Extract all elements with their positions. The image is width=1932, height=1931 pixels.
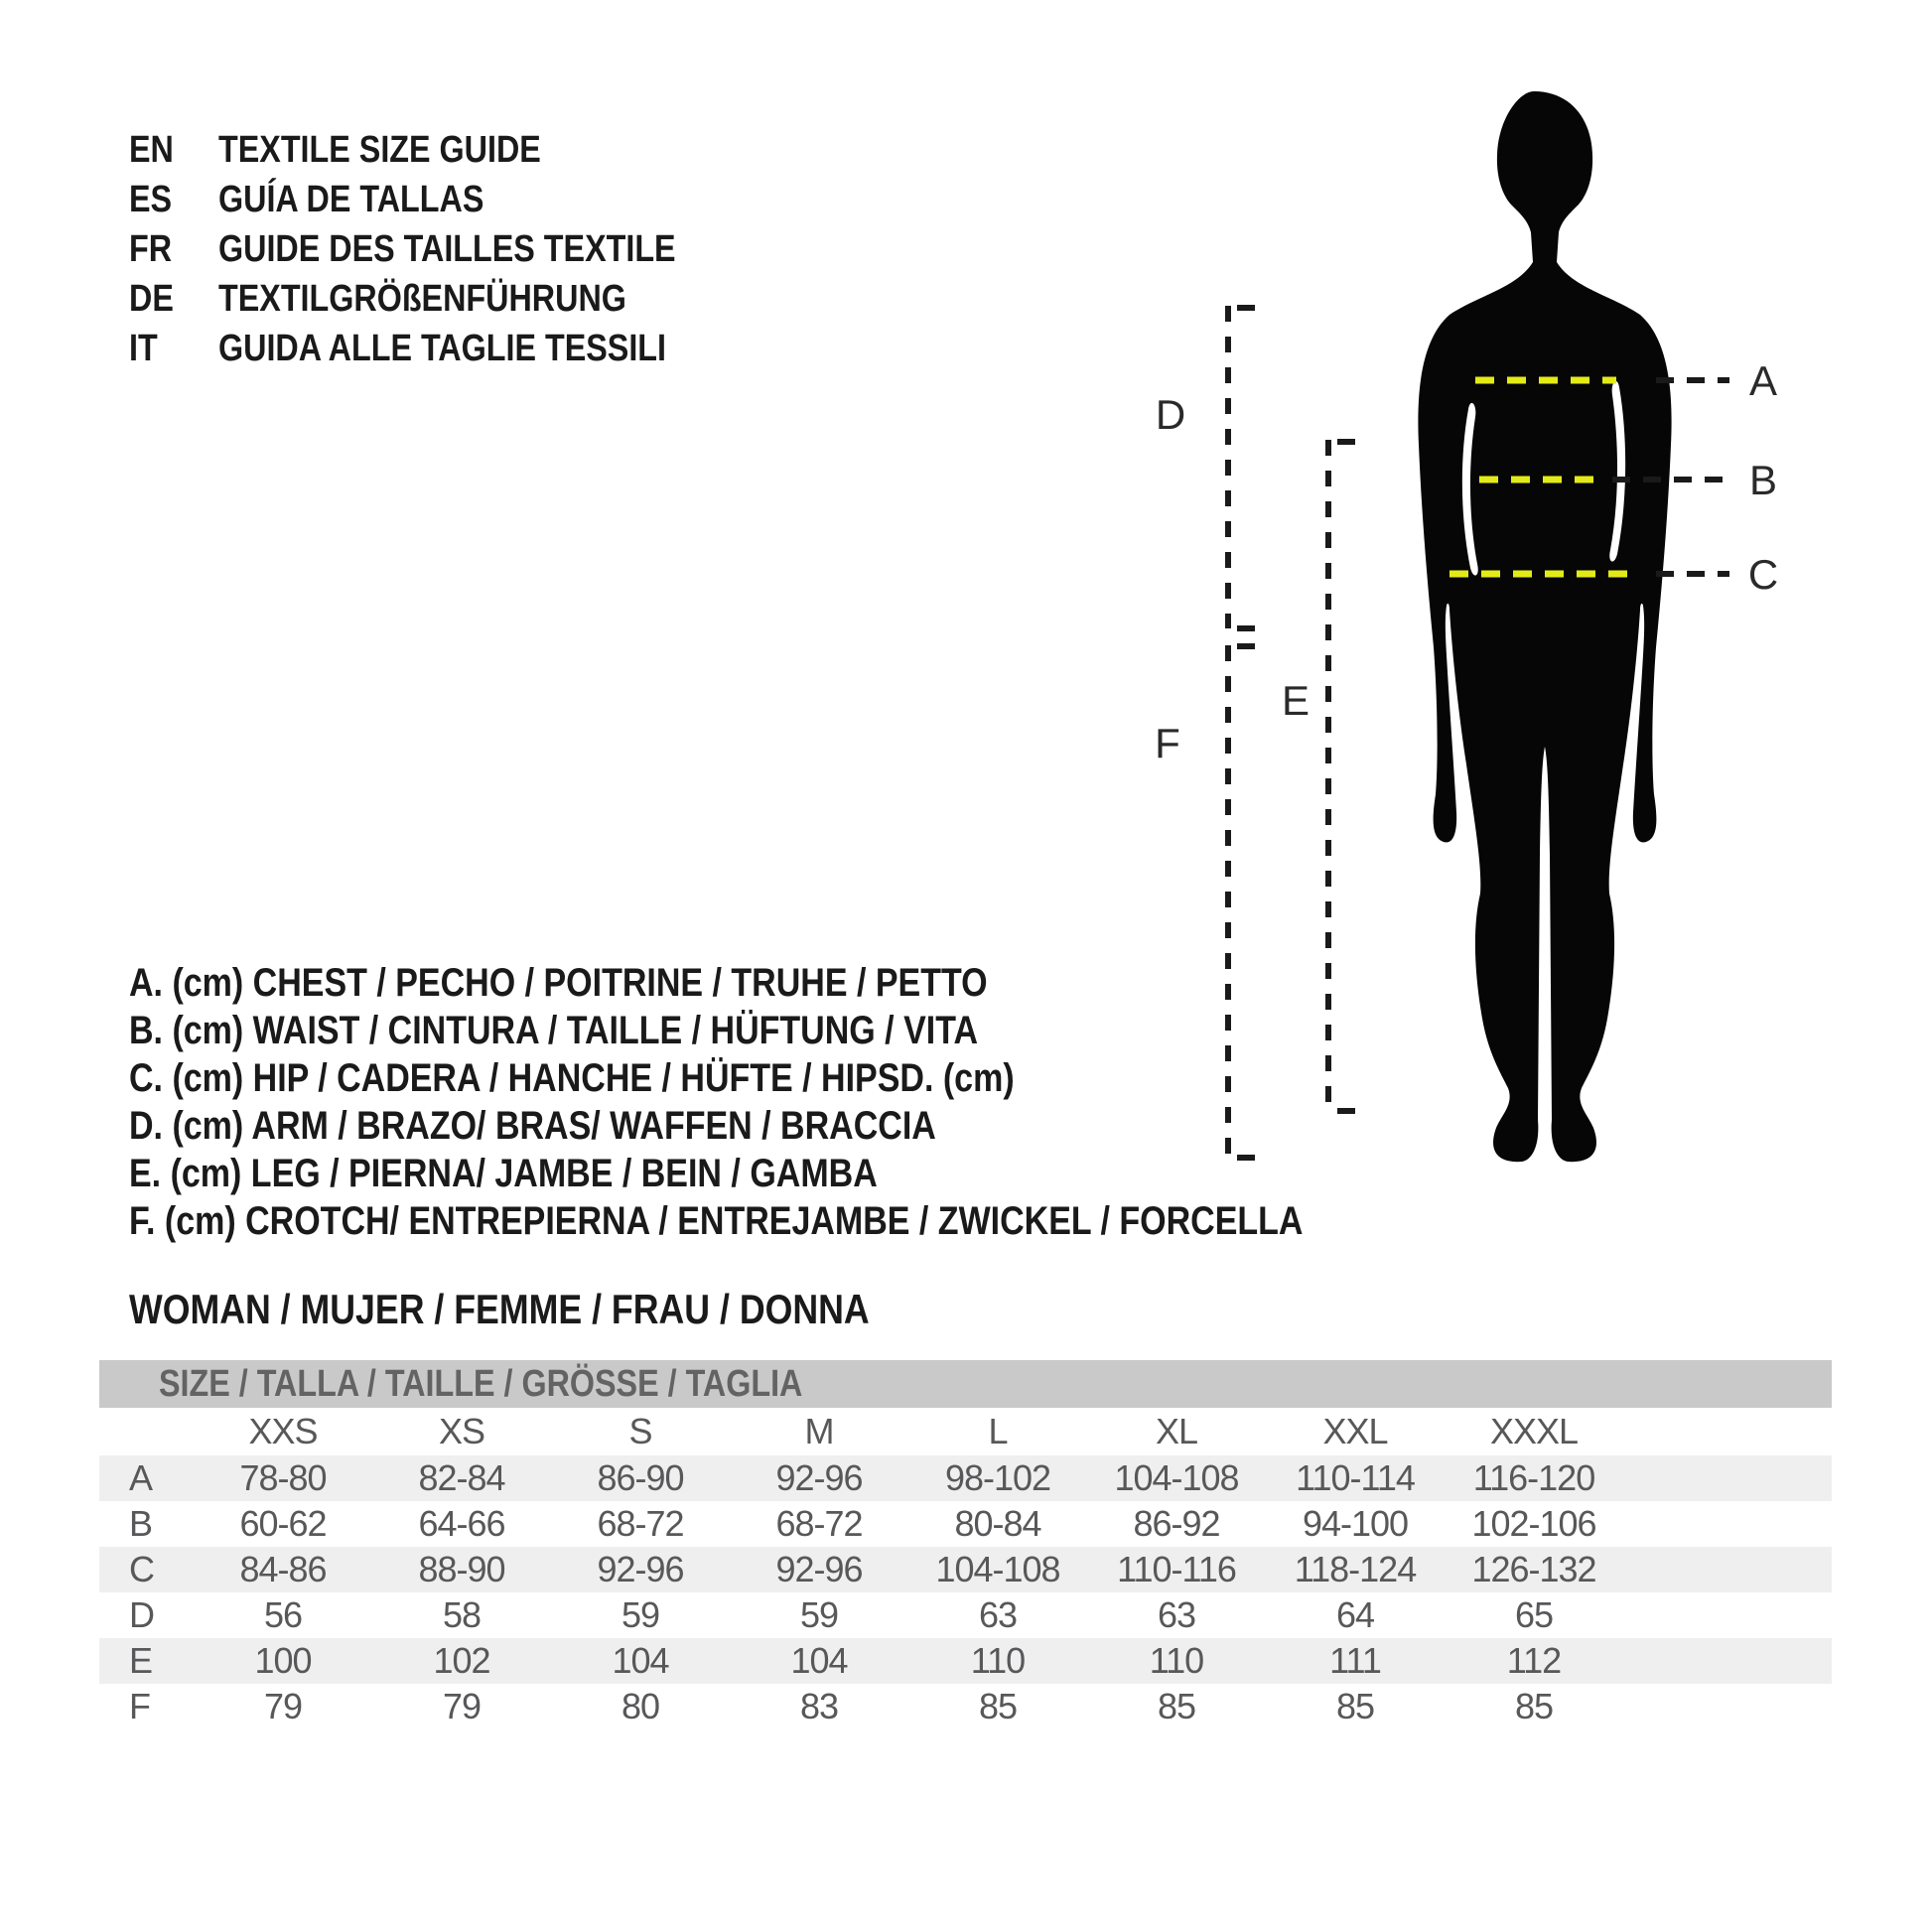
guide-title-en: TEXTILE SIZE GUIDE — [218, 129, 541, 171]
guide-title-fr: GUIDE DES TAILLES TEXTILE — [218, 228, 676, 270]
cell: 63 — [978, 1594, 1018, 1635]
cell: 80-84 — [954, 1503, 1041, 1544]
lang-code-es: ES — [129, 179, 173, 220]
lang-row-de — [129, 274, 757, 324]
cell: 79 — [442, 1686, 482, 1726]
measurement-legend — [129, 959, 1510, 1245]
cell: 98-102 — [944, 1457, 1051, 1498]
cell: 85 — [978, 1686, 1018, 1726]
cell: 102-106 — [1471, 1503, 1596, 1544]
guide-title-it: GUIDA ALLE TAGLIE TESSILI — [218, 328, 667, 369]
lang-code-it: IT — [129, 328, 158, 369]
filler-cell — [1623, 1455, 1832, 1501]
cell: 59 — [799, 1594, 839, 1635]
cell: 86-90 — [597, 1457, 684, 1498]
cell: 80 — [621, 1686, 660, 1726]
row-label: D — [129, 1594, 154, 1635]
col-s: S — [628, 1411, 652, 1451]
lang-code-en: EN — [129, 129, 174, 171]
cell: 104 — [612, 1640, 669, 1681]
guide-title-es: GUÍA DE TALLAS — [218, 179, 484, 220]
row-label: E — [129, 1640, 153, 1681]
cell: 79 — [263, 1686, 303, 1726]
row-label: F — [129, 1686, 150, 1726]
cell: 86-92 — [1133, 1503, 1220, 1544]
lang-code-fr: FR — [129, 228, 173, 270]
cell: 104-108 — [935, 1549, 1060, 1589]
cell: 88-90 — [418, 1549, 505, 1589]
guide-title-de: TEXTILGRÖßENFÜHRUNG — [218, 278, 626, 320]
col-xs: XS — [438, 1411, 485, 1451]
lang-row-it — [129, 324, 757, 373]
corner-cell — [99, 1408, 194, 1455]
lang-row-fr — [129, 224, 757, 274]
legend-waist: B. (cm) WAIST / CINTURA / TAILLE / HÜFTUNG / VITA — [129, 1009, 979, 1052]
label-waist-b: B — [1748, 457, 1778, 503]
col-m: M — [804, 1411, 834, 1451]
cell: 110 — [970, 1640, 1026, 1681]
cell: 92-96 — [597, 1549, 684, 1589]
col-xxxl: XXXL — [1489, 1411, 1579, 1451]
legend-crotch: F. (cm) CROTCH/ ENTREPIERNA / ENTREJAMBE / ZWICKEL / FORCELLA — [129, 1199, 1304, 1243]
row-arm-d — [99, 1592, 1832, 1638]
cell: 64-66 — [418, 1503, 505, 1544]
col-xl: XL — [1155, 1411, 1198, 1451]
cell: 56 — [263, 1594, 303, 1635]
col-l: L — [988, 1411, 1008, 1451]
cell: 82-84 — [418, 1457, 505, 1498]
cell: 126-132 — [1471, 1549, 1596, 1589]
legend-leg: E. (cm) LEG / PIERNA/ JAMBE / BEIN / GAMBA — [129, 1152, 878, 1195]
cell: 65 — [1514, 1594, 1554, 1635]
cell: 78-80 — [239, 1457, 327, 1498]
cell: 110 — [1149, 1640, 1204, 1681]
cell: 104 — [790, 1640, 848, 1681]
size-columns-row — [99, 1408, 1832, 1455]
filler-cell — [1623, 1638, 1832, 1684]
lang-row-es — [129, 175, 757, 224]
label-crotch-f: F — [1155, 720, 1180, 766]
cell: 84-86 — [239, 1549, 327, 1589]
label-chest-a: A — [1748, 357, 1778, 404]
label-leg-e: E — [1281, 677, 1311, 724]
cell: 112 — [1506, 1640, 1562, 1681]
lang-row-en — [129, 125, 757, 175]
cell: 59 — [621, 1594, 660, 1635]
filler-cell — [1623, 1408, 1832, 1455]
col-xxl: XXL — [1322, 1411, 1388, 1451]
cell: 58 — [442, 1594, 482, 1635]
cell: 63 — [1157, 1594, 1196, 1635]
row-waist-b — [99, 1501, 1832, 1547]
audience-line — [129, 1286, 1000, 1333]
row-crotch-f — [99, 1684, 1832, 1729]
cell: 85 — [1335, 1686, 1375, 1726]
cell: 110-116 — [1117, 1549, 1236, 1589]
cell: 92-96 — [775, 1549, 863, 1589]
filler-cell — [1623, 1501, 1832, 1547]
cell: 111 — [1329, 1640, 1381, 1681]
cell: 104-108 — [1114, 1457, 1239, 1498]
cell: 118-124 — [1294, 1549, 1417, 1589]
cell: 68-72 — [775, 1503, 863, 1544]
cell: 110-114 — [1296, 1457, 1415, 1498]
cell: 85 — [1157, 1686, 1196, 1726]
col-xxs: XXS — [248, 1411, 318, 1451]
cell: 83 — [799, 1686, 839, 1726]
filler-cell — [1623, 1592, 1832, 1638]
size-table-header: SIZE / TALLA / TAILLE / GRÖSSE / TAGLIA — [159, 1363, 803, 1405]
legend-hip: C. (cm) HIP / CADERA / HANCHE / HÜFTE / HIPSD. (cm) — [129, 1056, 1015, 1100]
cell: 64 — [1335, 1594, 1375, 1635]
cell: 85 — [1514, 1686, 1554, 1726]
cell: 60-62 — [239, 1503, 327, 1544]
size-table-header-bar — [99, 1360, 1832, 1408]
legend-arm: D. (cm) ARM / BRAZO/ BRAS/ WAFFEN / BRACCIA — [129, 1104, 936, 1148]
cell: 92-96 — [775, 1457, 863, 1498]
cell: 68-72 — [597, 1503, 684, 1544]
lang-code-de: DE — [129, 278, 174, 320]
cell: 100 — [254, 1640, 312, 1681]
filler-cell — [1623, 1547, 1832, 1592]
cell: 94-100 — [1302, 1503, 1409, 1544]
row-leg-e — [99, 1638, 1832, 1684]
legend-chest: A. (cm) CHEST / PECHO / POITRINE / TRUHE / PETTO — [129, 961, 988, 1005]
row-label: B — [129, 1503, 153, 1544]
row-chest-a — [99, 1455, 1832, 1501]
cell: 102 — [433, 1640, 490, 1681]
row-label: A — [129, 1457, 153, 1498]
audience-text: WOMAN / MUJER / FEMME / FRAU / DONNA — [129, 1286, 870, 1332]
language-title-block — [129, 125, 757, 373]
row-hip-c — [99, 1547, 1832, 1592]
label-hip-c: C — [1747, 551, 1779, 598]
row-label: C — [129, 1549, 154, 1589]
filler-cell — [1623, 1684, 1832, 1729]
label-arm-d: D — [1155, 391, 1186, 438]
cell: 116-120 — [1472, 1457, 1595, 1498]
size-table — [99, 1408, 1832, 1729]
